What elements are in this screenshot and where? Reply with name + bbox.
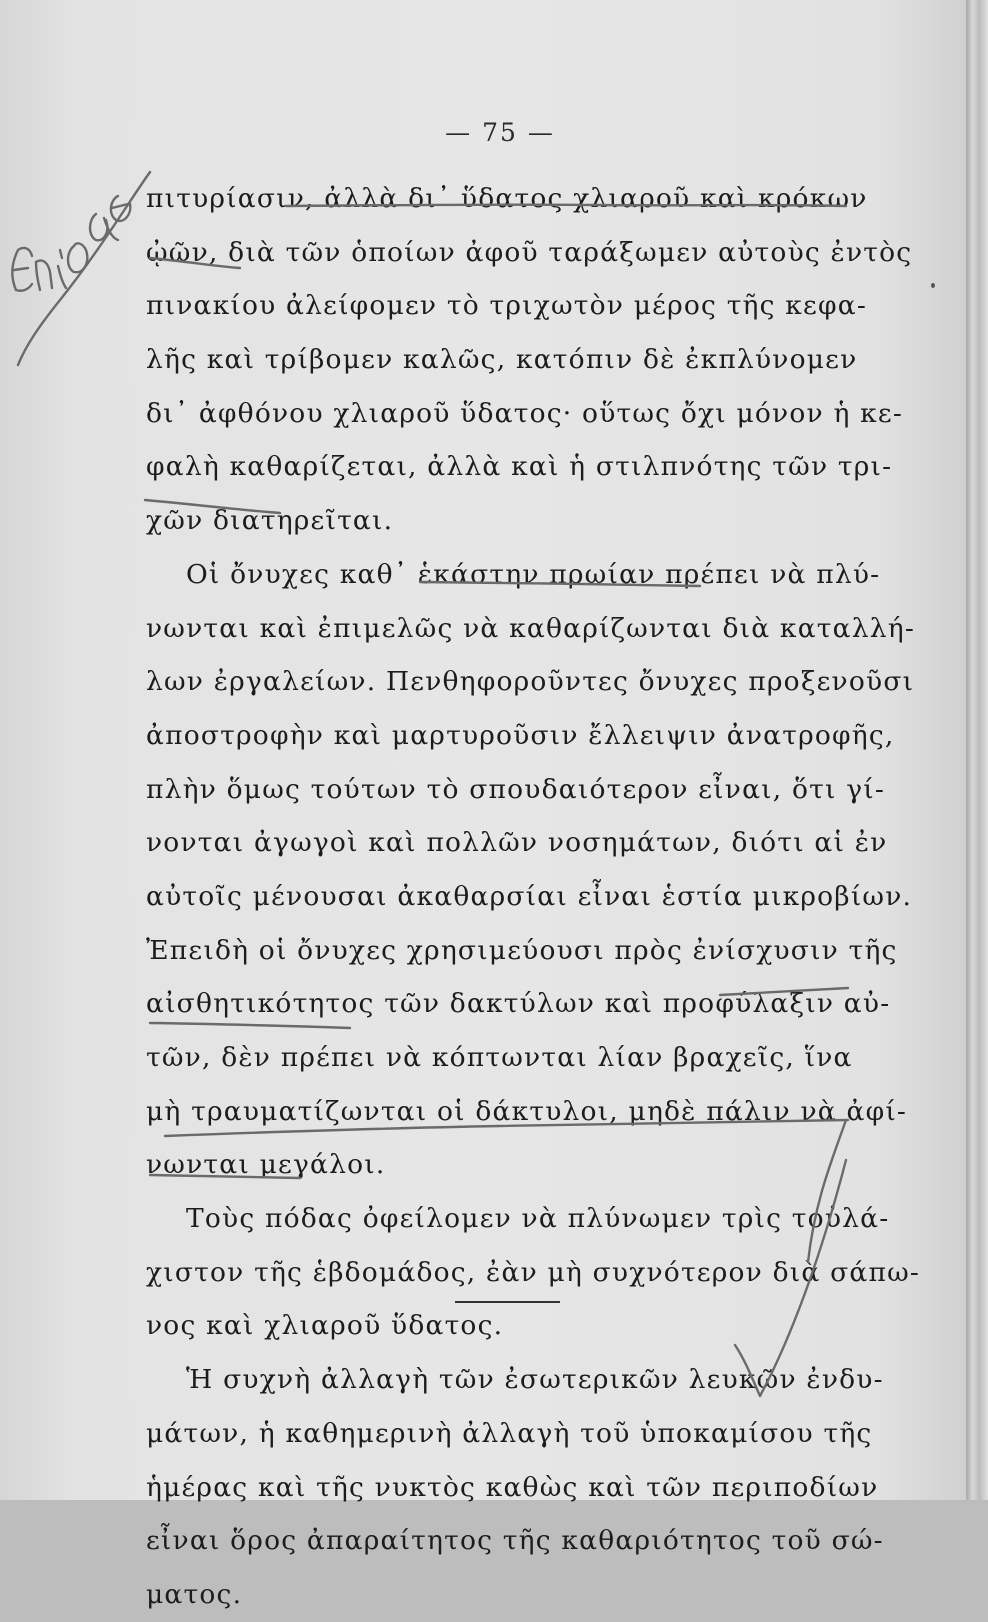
text-line: χῶν διατηρεῖται. — [146, 505, 394, 537]
text-line: νωνται καὶ ἐπιμελῶς νὰ καθαρίζωνται διὰ καταλλή- — [146, 612, 915, 644]
text-line: πιτυρίασιν, ἀλλὰ δι᾽ ὕδατος χλιαροῦ καὶ κρόκων — [146, 183, 868, 214]
text-line: αἰσθητικότητος τῶν δακτύλων καὶ προφύλαξιν αὐ- — [146, 988, 891, 1020]
text-line: μάτων, ἡ καθημερινὴ ἀλλαγὴ τοῦ ὑποκαμίσου τῆς — [146, 1417, 873, 1449]
text-line: ἀποστροφὴν καὶ μαρτυροῦσιν ἔλλειψιν ἀνατροφῆς, — [146, 719, 895, 751]
end-rule — [455, 1301, 560, 1303]
text-line: ᾠῶν, διὰ τῶν ὁποίων ἀφοῦ ταράξωμεν αὐτοὺς ἐντὸς — [146, 236, 913, 268]
text-line: αὐτοῖς μένουσαι ἀκαθαρσίαι εἶναι ἑστία μικροβίων. — [146, 880, 913, 912]
text-line: Τοὺς πόδας ὀφείλομεν νὰ πλύνωμεν τρὶς τοὐλά- — [186, 1203, 890, 1235]
text-line: νονται ἀγωγοὶ καὶ πολλῶν νοσημάτων, διότι αἱ ἐν — [146, 827, 888, 859]
text-line: ματος. — [146, 1578, 243, 1610]
text-line: Ἐπειδὴ οἱ ὄνυχες χρησιμεύουσι πρὸς ἐνίσχυσιν τῆς — [146, 934, 898, 966]
text-line: δι᾽ ἀφθόνου χλιαροῦ ὕδατος· οὕτως ὄχι μόνον ἡ κε- — [146, 397, 903, 429]
page-number: — 75 — — [445, 118, 555, 147]
text-line: πλὴν ὅμως τούτων τὸ σπουδαιότερον εἶναι, ὅτι γί- — [146, 773, 886, 805]
text-line: εἶναι ὅρος ἀπαραίτητος τῆς καθαριότητος τοῦ σώ- — [146, 1525, 884, 1557]
text-line: νωνται μεγάλοι. — [146, 1149, 386, 1181]
text-line: λῆς καὶ τρίβομεν καλῶς, κατόπιν δὲ ἐκπλύνομεν — [146, 344, 858, 376]
page-edge — [966, 0, 988, 1500]
text-line: Ἡ συχνὴ ἀλλαγὴ τῶν ἐσωτερικῶν λευκῶν ἐνδυ- — [186, 1364, 884, 1396]
text-line: χιστον τῆς ἑβδομάδος, ἐὰν μὴ συχνότερον διὰ σάπω- — [146, 1256, 921, 1288]
text-line: ἡμέρας καὶ τῆς νυκτὸς καθὼς καὶ τῶν περιποδίων — [146, 1471, 879, 1503]
body-text — [146, 172, 921, 1622]
text-line: μὴ τραυματίζωνται οἱ δάκτυλοι, μηδὲ πάλιν νὰ ἀφί- — [146, 1095, 908, 1127]
text-line: Οἱ ὄνυχες καθ᾽ ἑκάστην πρωίαν πρέπει νὰ πλύ- — [186, 558, 881, 590]
text-line: πινακίου ἀλείφομεν τὸ τριχωτὸν μέρος τῆς κεφα- — [146, 290, 867, 322]
text-line: φαλὴ καθαρίζεται, ἀλλὰ καὶ ἡ στιλπνότης τῶν τρι- — [146, 451, 893, 483]
ink-speck — [931, 283, 935, 288]
text-line: λων ἐργαλείων. Πενθηφοροῦντες ὄνυχες προξενοῦσι — [146, 666, 915, 698]
text-line: νος καὶ χλιαροῦ ὕδατος. — [146, 1310, 504, 1342]
text-line: τῶν, δὲν πρέπει νὰ κόπτωνται λίαν βραχεῖς, ἵνα — [146, 1042, 853, 1073]
